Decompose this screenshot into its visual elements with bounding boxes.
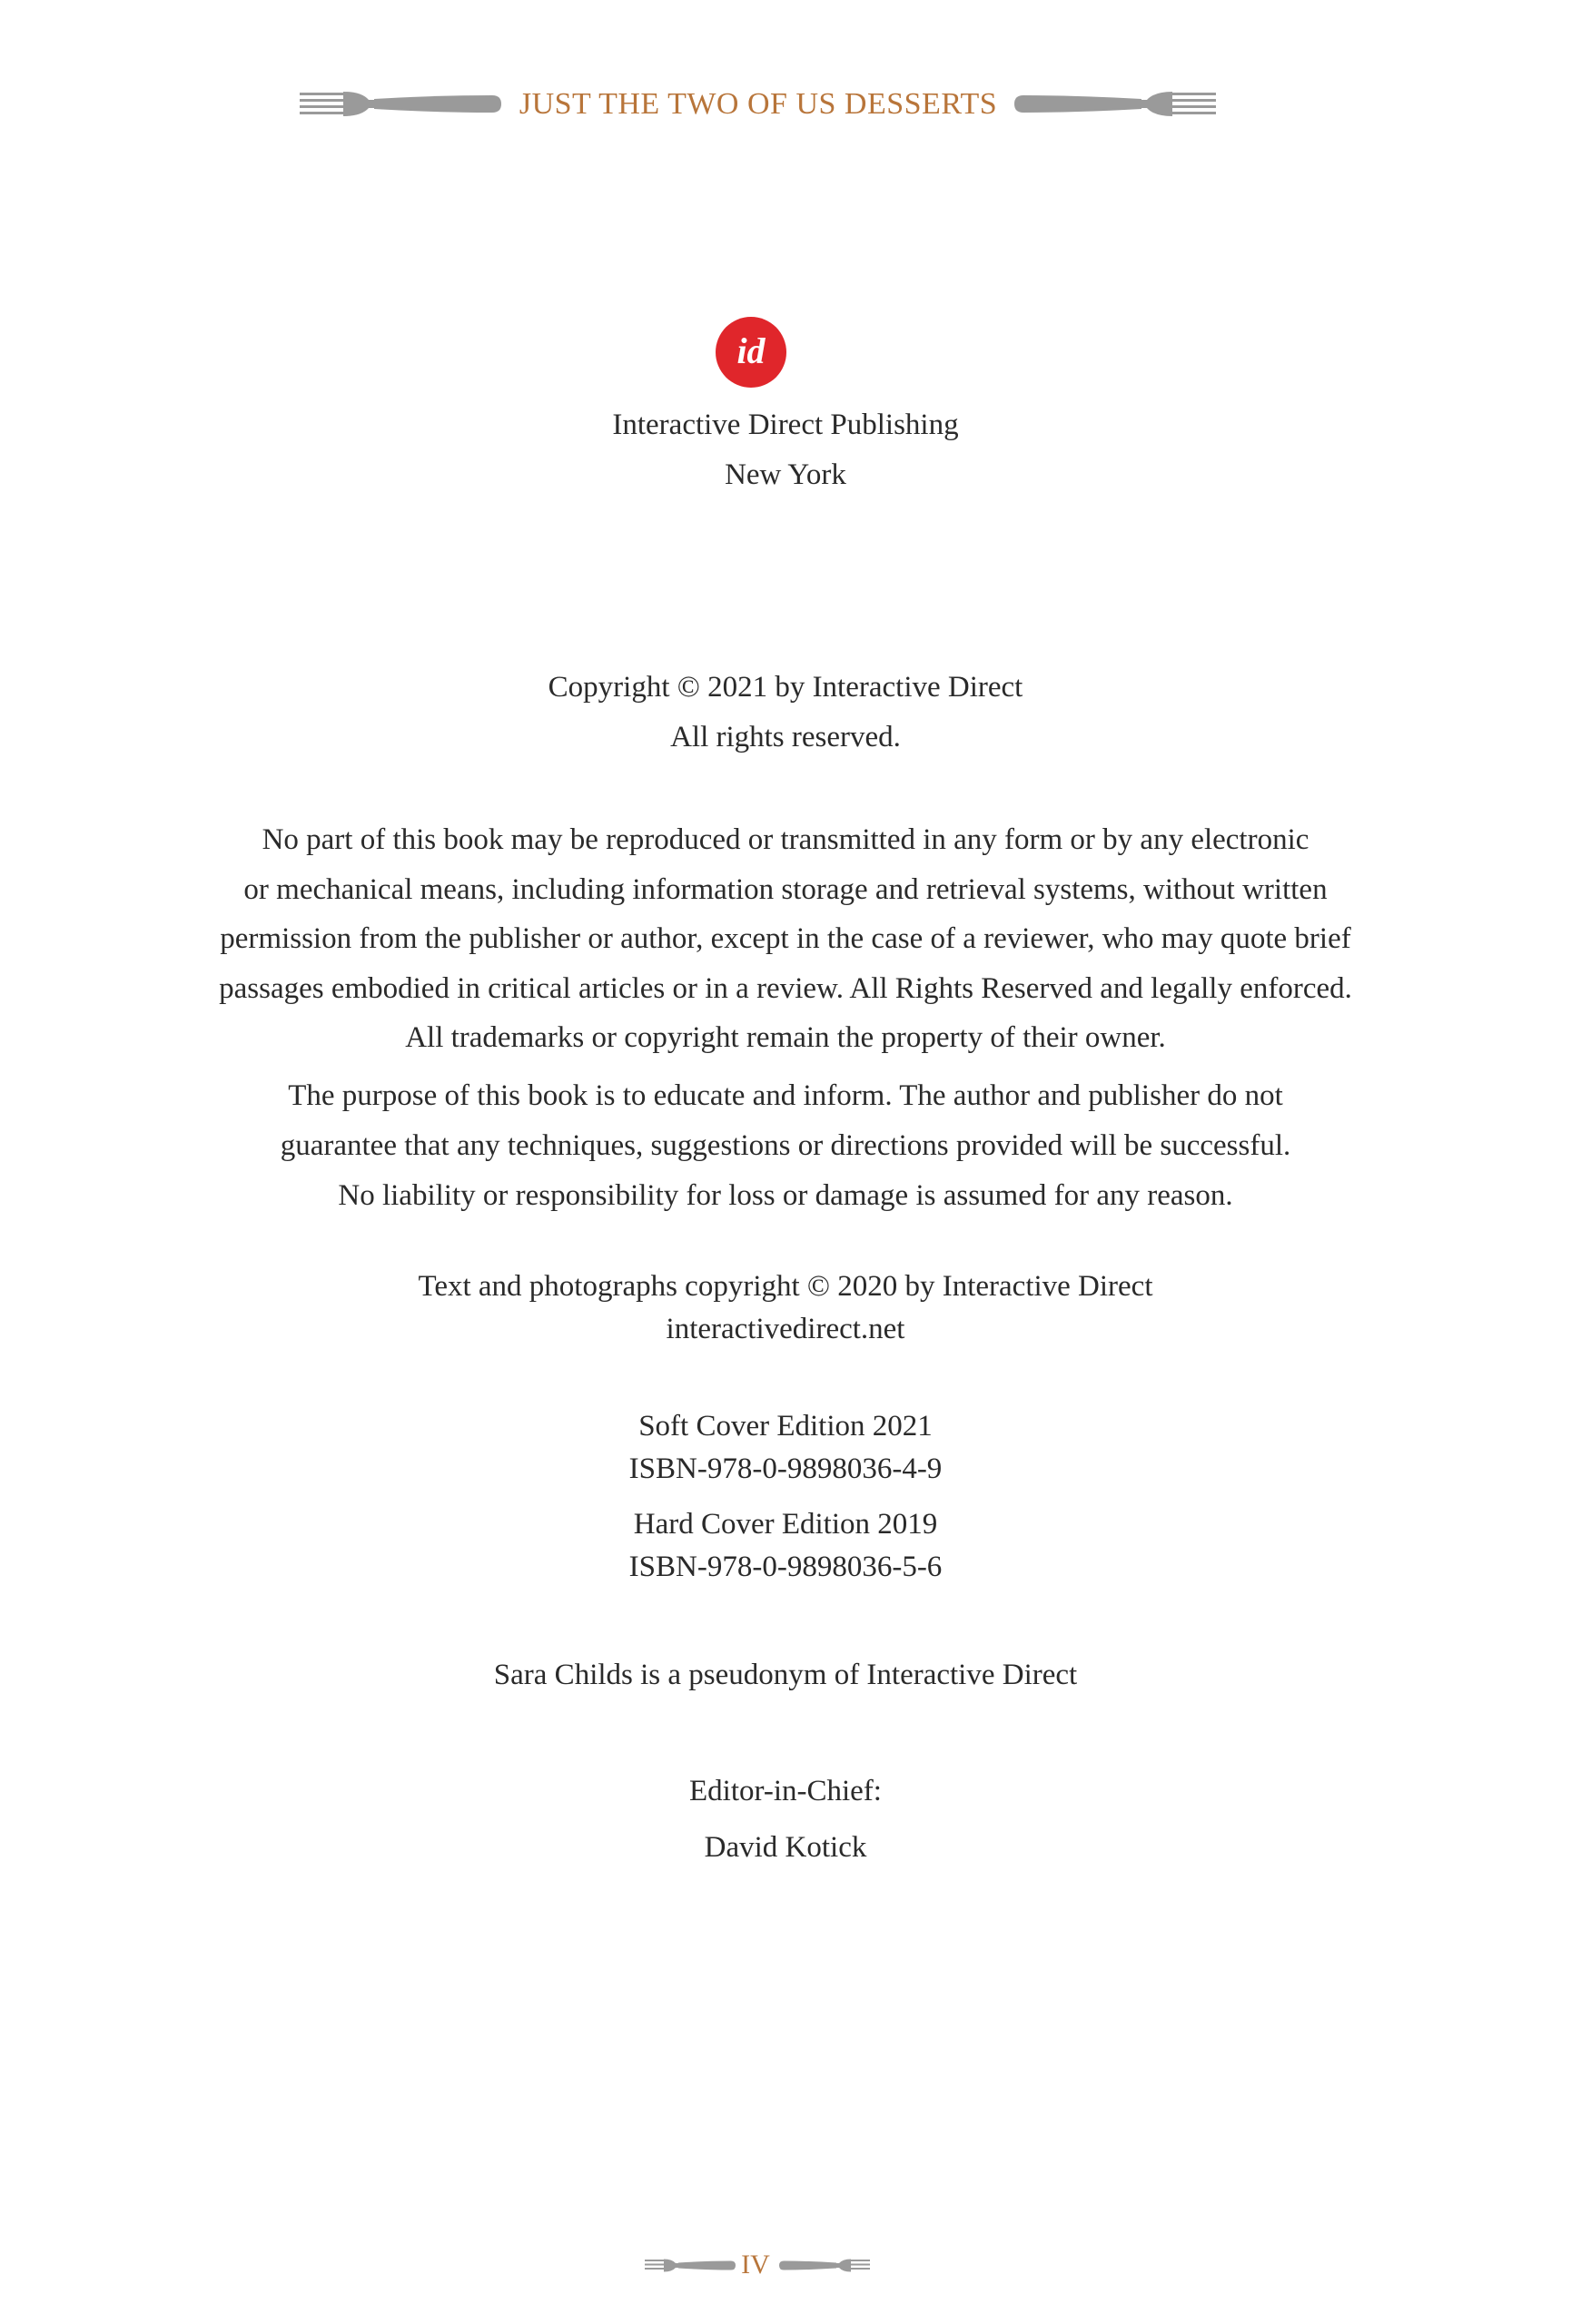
disclaimer-line: guarantee that any techniques, suggestions or directions provided will be successful. bbox=[280, 1129, 1291, 1162]
fork-right-icon bbox=[1014, 88, 1216, 121]
publisher-logo bbox=[715, 316, 787, 389]
page-number: IV bbox=[741, 2250, 770, 2280]
copyright-line: Copyright © 2021 by Interactive Direct bbox=[548, 671, 1023, 704]
editor-title: Editor-in-Chief: bbox=[689, 1775, 882, 1807]
disclaimer-line: No liability or responsibility for loss or damage is assumed for any reason. bbox=[338, 1179, 1233, 1212]
rights-reserved: All rights reserved. bbox=[670, 721, 901, 753]
legal-line: or mechanical means, including information storage and retrieval systems, without written bbox=[243, 872, 1328, 906]
editor-name: David Kotick bbox=[704, 1831, 867, 1864]
soft-cover-isbn: ISBN-978-0-9898036-4-9 bbox=[628, 1452, 943, 1485]
fork-right-small-icon bbox=[779, 2257, 870, 2275]
soft-cover-edition bbox=[0, 1405, 1571, 1491]
fork-left-icon bbox=[300, 88, 501, 121]
page-footer bbox=[0, 2250, 1571, 2286]
hard-cover-edition bbox=[0, 1503, 1571, 1589]
publisher-name: Interactive Direct Publishing bbox=[612, 409, 959, 441]
book-title: JUST THE TWO OF US DESSERTS bbox=[519, 87, 998, 121]
hard-cover-label: Hard Cover Edition 2019 bbox=[633, 1508, 938, 1541]
fork-left-small-icon bbox=[645, 2257, 736, 2275]
publisher-block bbox=[0, 400, 1571, 500]
editor-block bbox=[0, 1763, 1571, 1876]
legal-line: No part of this book may be reproduced or transmitted in any form or by any electronic bbox=[262, 823, 1309, 856]
credits-block bbox=[0, 1265, 1571, 1351]
disclaimer-line: The purpose of this book is to educate and inform. The author and publisher do not bbox=[288, 1079, 1283, 1112]
disclaimer bbox=[0, 1071, 1571, 1221]
pseudonym-note bbox=[0, 1650, 1571, 1700]
copyright-block bbox=[0, 663, 1571, 763]
website-link[interactable]: interactivedirect.net bbox=[666, 1313, 905, 1345]
legal-notice bbox=[0, 815, 1571, 1063]
hard-cover-isbn: ISBN-978-0-9898036-5-6 bbox=[628, 1551, 943, 1583]
logo-text: id bbox=[736, 330, 766, 371]
running-header bbox=[0, 84, 1571, 129]
legal-line: permission from the publisher or author, except in the case of a reviewer, who may quote brief bbox=[220, 922, 1351, 955]
pseudonym-text: Sara Childs is a pseudonym of Interactive Direct bbox=[493, 1659, 1078, 1691]
legal-line: passages embodied in critical articles or in a review. All Rights Reserved and legally enforced. bbox=[219, 971, 1352, 1005]
legal-line: All trademarks or copyright remain the property of their owner. bbox=[405, 1021, 1166, 1054]
publisher-city: New York bbox=[725, 458, 846, 491]
soft-cover-label: Soft Cover Edition 2021 bbox=[638, 1410, 933, 1443]
text-photo-copyright: Text and photographs copyright © 2020 by Interactive Direct bbox=[418, 1270, 1153, 1303]
